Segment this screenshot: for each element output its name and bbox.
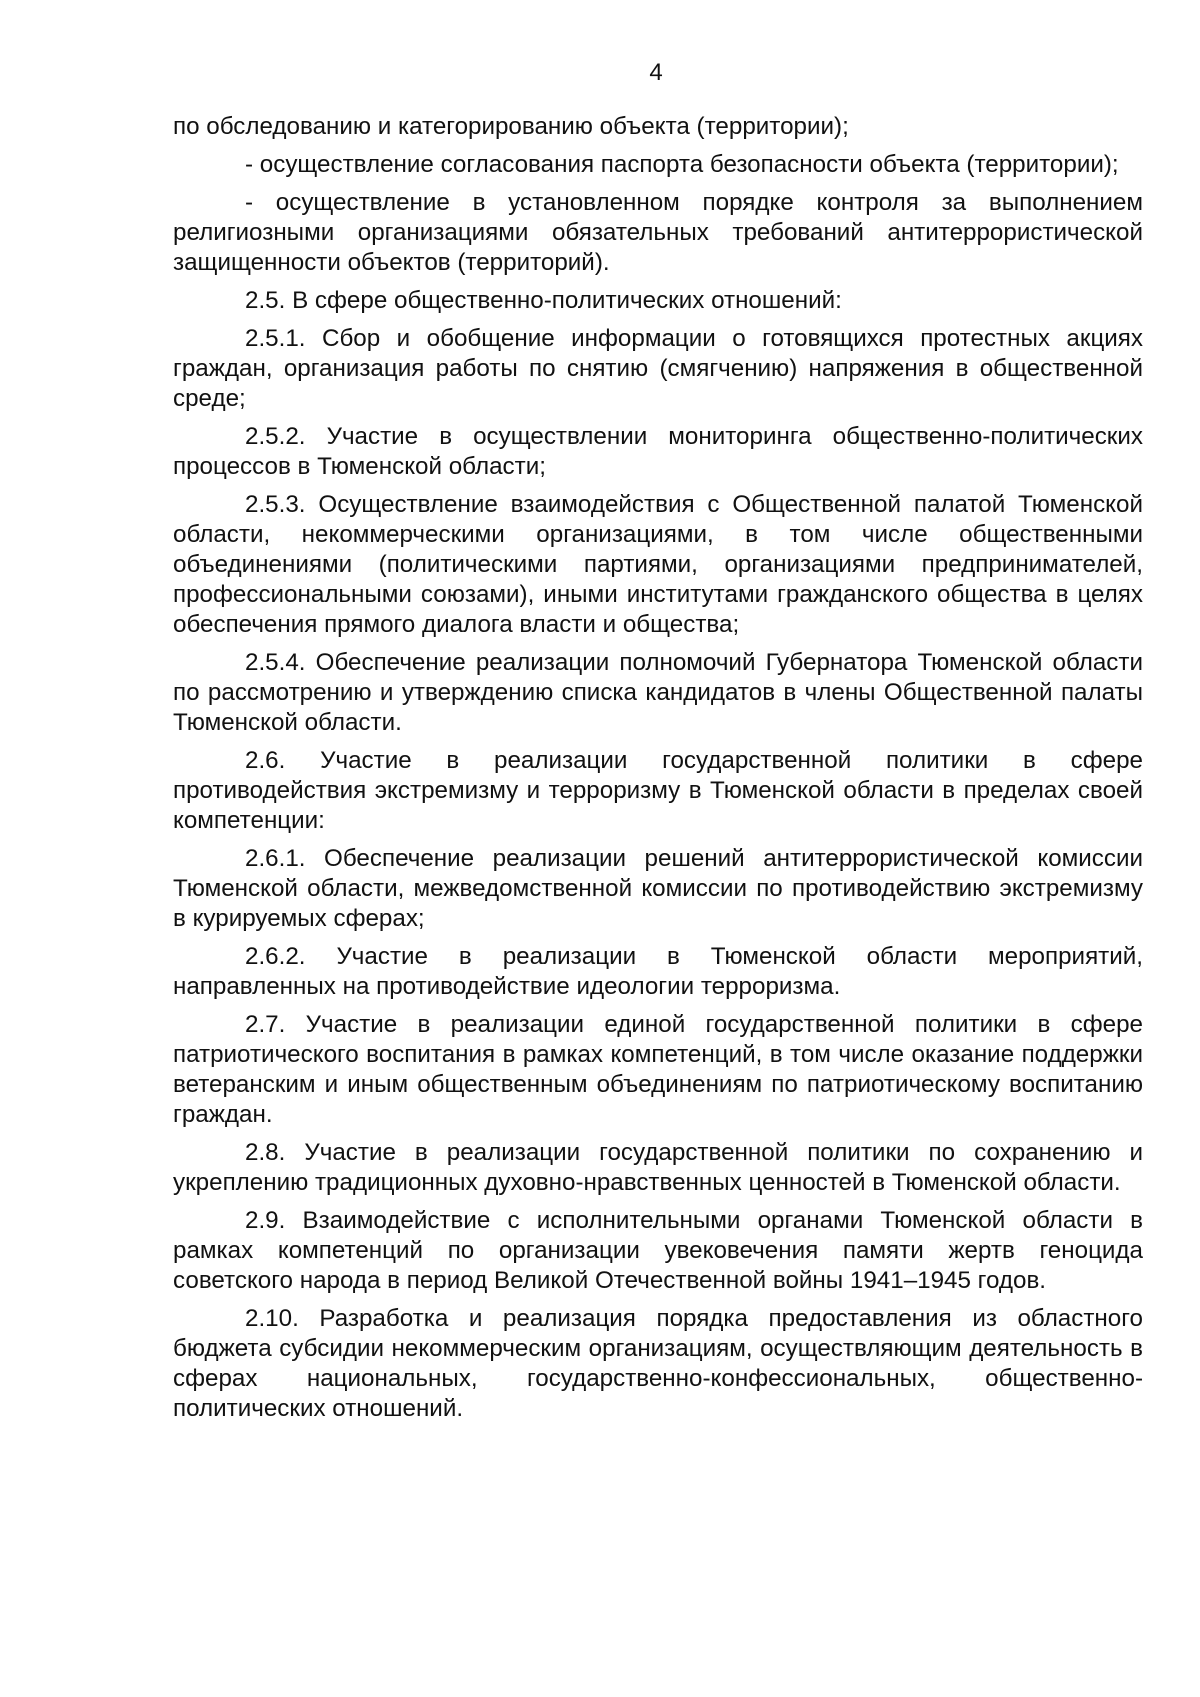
paragraph: 2.6.2. Участие в реализации в Тюменской области мероприятий, направленных на противодействие идеологии терроризма. [173, 943, 1143, 1000]
section-2-8: 2.8. Участие в реализации государственной политики по сохранению и укреплению традиционных духовно-нравственных ценностей в Тюменской области. [173, 1139, 1143, 1196]
section-2-7: 2.7. Участие в реализации единой государственной политики в сфере патриотического воспитания в рамках компетенций, в том числе оказание поддержки ветеранским и иным общественным объединениям по патриотическому воспитанию граждан. [173, 1011, 1143, 1128]
section-2-9: 2.9. Взаимодействие с исполнительными органами Тюменской области в рамках компетенций по организации увековечения памяти жертв геноцида советского народа в период Великой Отечественной войны 1941–1945 годов. [173, 1207, 1143, 1294]
paragraph: по обследованию и категорированию объекта (территории); [173, 113, 849, 140]
paragraph: 2.5.3. Осуществление взаимодействия с Общественной палатой Тюменской области, некоммерческими организациями, в том числе общественными объединениями (политическими партиями, организациями предпринимателей, профессиональными союзами), иными институтами гражданского общества в целях обеспечения прямого диалога власти и общества; [173, 491, 1143, 638]
page-number: 4 [649, 59, 663, 86]
paragraph: 2.5.4. Обеспечение реализации полномочий Губернатора Тюменской области по рассмотрению и утверждению списка кандидатов в члены Общественной палаты Тюменской области. [173, 649, 1143, 736]
paragraph: 2.6.1. Обеспечение реализации решений антитеррористической комиссии Тюменской области, межведомственной комиссии по противодействию экстремизму в курируемых сферах; [173, 845, 1143, 932]
section-heading-2-6: 2.6. Участие в реализации государственной политики в сфере противодействия экстремизму и терроризму в Тюменской области в пределах своей компетенции: [173, 747, 1143, 834]
section-2-10: 2.10. Разработка и реализация порядка предоставления из областного бюджета субсидии некоммерческим организациям, осуществляющим деятельность в сферах национальных, государственно-конфессиональных, общественно-политических отношений. [173, 1305, 1143, 1422]
section-heading-2-5: 2.5. В сфере общественно-политических отношений: [245, 287, 842, 314]
document-body [173, 112, 1143, 1432]
paragraph: 2.5.2. Участие в осуществлении мониторинга общественно-политических процессов в Тюменской области; [173, 423, 1143, 480]
paragraph: - осуществление в установленном порядке контроля за выполнением религиозными организациями обязательных требований антитеррористической защищенности объектов (территорий). [173, 189, 1143, 276]
paragraph: 2.5.1. Сбор и обобщение информации о готовящихся протестных акциях граждан, организация работы по снятию (смягчению) напряжения в общественной среде; [173, 325, 1143, 412]
paragraph: - осуществление согласования паспорта безопасности объекта (территории); [245, 151, 1119, 178]
